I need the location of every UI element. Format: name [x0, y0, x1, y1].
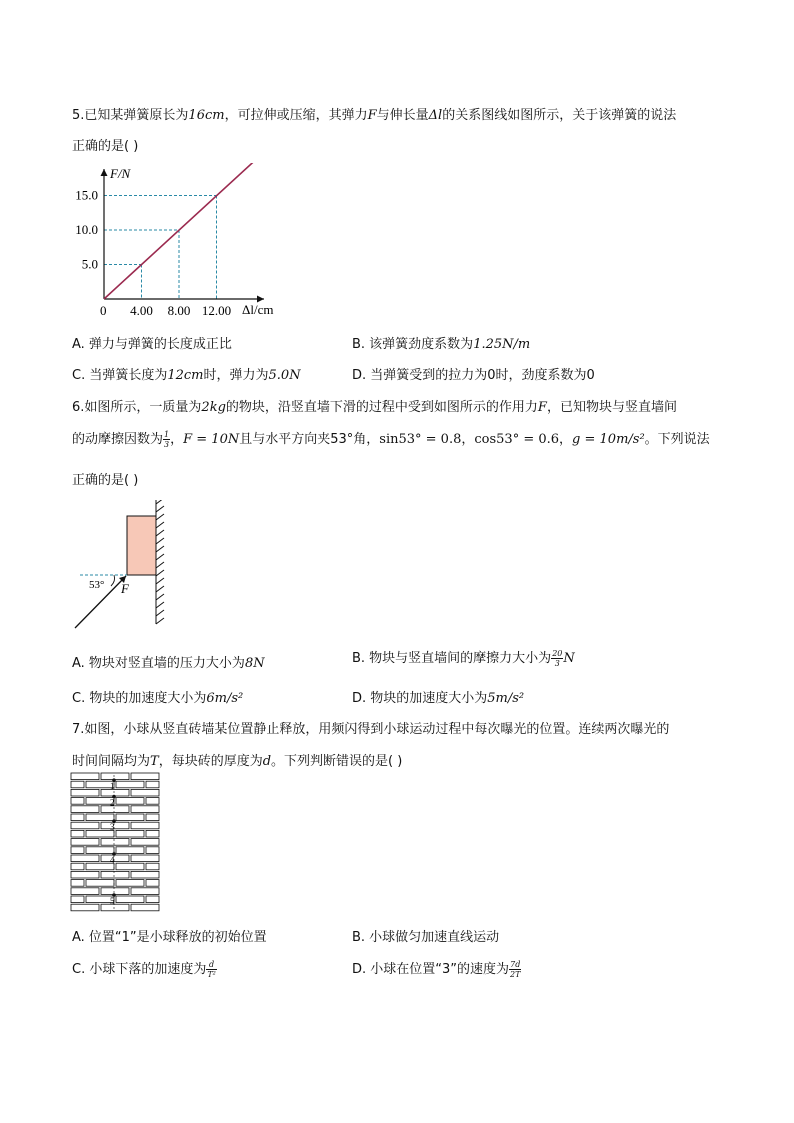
q6-option-d-value: 5m/s² [487, 691, 525, 706]
q5-stem-line-2: 正确的是( ) [72, 139, 139, 154]
q7-brick-wall-figure [70, 771, 164, 921]
q5-option-c-length: 12cm [167, 368, 204, 383]
q7-brick [131, 904, 159, 911]
q5-stem-text: ，可拉伸或压缩，其弹力 [224, 108, 368, 123]
q6-number: 6. [72, 400, 85, 415]
q5-option-d[interactable]: D. 当弹簧受到的拉力为0时，劲度系数为0 [352, 368, 595, 383]
q7-brick [71, 871, 99, 878]
q6-mass: 2kg [201, 400, 226, 415]
q7-option-b[interactable]: B. 小球做匀加速直线运动 [352, 930, 500, 945]
q7-brick [116, 830, 144, 837]
q7-brick [71, 896, 84, 903]
q7-brick [101, 822, 129, 829]
q6-stem-text: 的物块，沿竖直墙下滑的过程中受到如图所示的作用力 [225, 400, 538, 415]
q6-block [127, 516, 156, 575]
q7-brick [71, 789, 99, 796]
q6-angle-label: 53° [89, 579, 105, 591]
q5-stem-line-1 [72, 104, 676, 123]
q6-wall-hatching [156, 500, 164, 624]
q5-option-a[interactable]: A. 弹力与弹簧的长度成正比 [72, 337, 232, 352]
q7-option-d[interactable] [352, 958, 521, 979]
q7-stem-text: 时间间隔均为 [72, 754, 151, 769]
q7-brick [71, 847, 84, 854]
q7-brick [71, 880, 84, 887]
q5-x-tick-label: 12.00 [201, 303, 232, 318]
q7-brick [101, 855, 129, 862]
q7-brick [101, 904, 129, 911]
q6-gravity-value: g = 10m/s² [572, 432, 645, 447]
q6-force-symbol: F [537, 400, 547, 415]
q7-brick [101, 773, 129, 780]
q7-brick [131, 888, 159, 895]
q6-block-on-wall-figure [70, 500, 180, 632]
q6-option-c[interactable] [72, 687, 243, 706]
q7-position-label: 4 [110, 855, 115, 865]
q7-brick [71, 888, 99, 895]
q5-option-b-value: 1.25N/m [473, 337, 531, 352]
q7-brick [131, 806, 159, 813]
q7-brick [86, 880, 114, 887]
q5-data-line [104, 163, 260, 299]
q7-brick [71, 806, 99, 813]
q7-brick [101, 888, 129, 895]
q5-x-tick-label: 4.00 [130, 303, 153, 318]
q6-stem-text: ，已知物块与竖直墙间 [546, 400, 677, 415]
q7-stem-line-2 [72, 750, 402, 769]
q7-brick [71, 855, 99, 862]
q7-stem-line-1 [72, 718, 669, 737]
q5-option-c-text: 时，弹力为 [203, 368, 269, 383]
q7-option-c-fraction: $\frac{d}{\text{T²}}$ [207, 960, 216, 979]
q7-brick [146, 896, 159, 903]
q5-option-c[interactable] [72, 364, 301, 383]
q6-stem-text: 的动摩擦因数为 [72, 432, 164, 447]
q7-option-c[interactable] [72, 958, 217, 979]
q6-option-c-value: 6m/s² [206, 691, 244, 706]
q7-brick [116, 781, 144, 788]
q7-brick [71, 814, 84, 821]
q5-force-symbol: F [367, 108, 377, 123]
q6-stem-text: ， [170, 432, 184, 447]
q7-period-symbol: T [150, 754, 159, 769]
q7-brick [101, 839, 129, 846]
q7-brick [101, 871, 129, 878]
q7-brick [116, 814, 144, 821]
q7-option-d-text: D. 小球在位置“3”的速度为 [352, 962, 510, 977]
q7-brick [131, 855, 159, 862]
q7-stem-text: 。下列判断错误的是( ) [271, 754, 403, 769]
q5-option-c-value: 5.0N [268, 368, 301, 383]
q5-extension-symbol: Δl [428, 108, 443, 123]
q6-force-value: F = 10N [183, 432, 240, 447]
q6-stem-text: 如图所示，一质量为 [84, 400, 202, 415]
q7-brick [71, 781, 84, 788]
q7-brick [116, 880, 144, 887]
q7-brick [116, 863, 144, 870]
q7-brick [116, 896, 144, 903]
q7-brick [131, 839, 159, 846]
q7-brick [146, 798, 159, 805]
q7-brick [131, 822, 159, 829]
q5-option-b-text: B. 该弹簧劲度系数为 [352, 337, 474, 352]
q7-brick [146, 847, 159, 854]
q7-brick [116, 847, 144, 854]
q5-option-b[interactable] [352, 333, 530, 352]
q5-y-tick-label: 10.0 [75, 222, 98, 237]
q7-position-label: 3 [110, 822, 115, 833]
q5-stem-text: 与伸长量 [376, 108, 429, 123]
q6-stem-line-2 [72, 428, 710, 449]
q6-stem-text: 。下列说法 [644, 432, 710, 447]
q7-brick [71, 863, 84, 870]
q6-option-d[interactable] [352, 687, 524, 706]
q6-friction-coefficient: $\frac{1}{3}$ [164, 430, 170, 449]
q5-x-axis-label: Δl/cm [242, 302, 274, 317]
q6-option-a-text: A. 物块对竖直墙的压力大小为 [72, 656, 245, 671]
q7-brick [71, 822, 99, 829]
q5-stem-text: 已知某弹簧原长为 [84, 108, 189, 123]
q7-position-label: 2 [110, 797, 115, 808]
q7-brick-rows [71, 773, 159, 911]
q6-option-b-fraction: $\frac{20}{3}$ [552, 649, 563, 668]
q5-y-tick-label: 15.0 [75, 187, 98, 203]
q7-brick [131, 773, 159, 780]
q7-brick [71, 830, 84, 837]
q5-force-extension-graph [66, 163, 296, 323]
q6-option-b-text: B. 物块与竖直墙间的摩擦力大小为 [352, 651, 552, 666]
q7-brick [116, 798, 144, 805]
q5-number: 5. [72, 108, 85, 123]
q6-stem-line-1 [72, 396, 677, 415]
q7-brick [131, 871, 159, 878]
q5-option-c-text: C. 当弹簧长度为 [72, 368, 168, 383]
q7-brick [101, 789, 129, 796]
q6-option-b-unit: N [563, 651, 575, 666]
q6-cos-value: cos53° = 0.6 [474, 432, 560, 447]
q7-stem-text: 如图，小球从竖直砖墙某位置静止释放，用频闪得到小球运动过程中每次曝光的位置。连续两次曝光的 [84, 722, 670, 737]
q5-x-tick-label: 8.00 [167, 303, 191, 318]
q7-brick [71, 798, 84, 805]
q7-brick [86, 814, 114, 821]
q6-option-c-text: C. 物块的加速度大小为 [72, 691, 207, 706]
q7-brick [101, 806, 129, 813]
q6-stem-line-3: 正确的是( ) [72, 473, 139, 488]
q7-number: 7. [72, 722, 85, 737]
q6-option-b[interactable] [352, 647, 575, 668]
q6-stem-text: ， [559, 432, 573, 447]
q7-brick [146, 781, 159, 788]
q6-option-a[interactable] [72, 652, 265, 671]
q5-stem-text: 的关系图线如图所示，关于该弹簧的说法 [442, 108, 677, 123]
q7-brick [146, 880, 159, 887]
q7-brick [71, 773, 99, 780]
q7-brick [71, 904, 99, 911]
q7-option-c-text: C. 小球下落的加速度为 [72, 962, 207, 977]
q7-position-label: 5 [110, 896, 115, 906]
q7-brick [131, 789, 159, 796]
q6-sin-value: sin53° = 0.8 [379, 432, 462, 447]
q6-stem-text: 且与水平方向夹53°角， [239, 432, 380, 447]
q6-option-a-value: 8N [244, 656, 265, 671]
q7-brick [146, 863, 159, 870]
q7-thickness-symbol: d [262, 754, 272, 769]
q6-force-label: F [121, 581, 129, 596]
q7-brick [71, 839, 99, 846]
q7-brick [86, 847, 114, 854]
q5-original-length: 16cm [188, 108, 225, 123]
q7-position-label: 1 [110, 781, 115, 792]
q6-stem-text: ， [461, 432, 475, 447]
q7-stem-text: ，每块砖的厚度为 [158, 754, 263, 769]
q5-origin-label: 0 [100, 303, 107, 318]
q6-option-d-text: D. 物块的加速度大小为 [352, 691, 488, 706]
q7-brick [146, 814, 159, 821]
q7-option-a[interactable]: A. 位置“1”是小球释放的初始位置 [72, 930, 267, 945]
q5-y-axis-label: F/N [110, 166, 131, 181]
q6-angle-arc [111, 575, 115, 586]
q5-y-tick-label: 5.0 [81, 256, 98, 272]
q7-brick [146, 830, 159, 837]
q7-option-d-fraction: $\frac{7d}{2T}$ [510, 960, 521, 979]
